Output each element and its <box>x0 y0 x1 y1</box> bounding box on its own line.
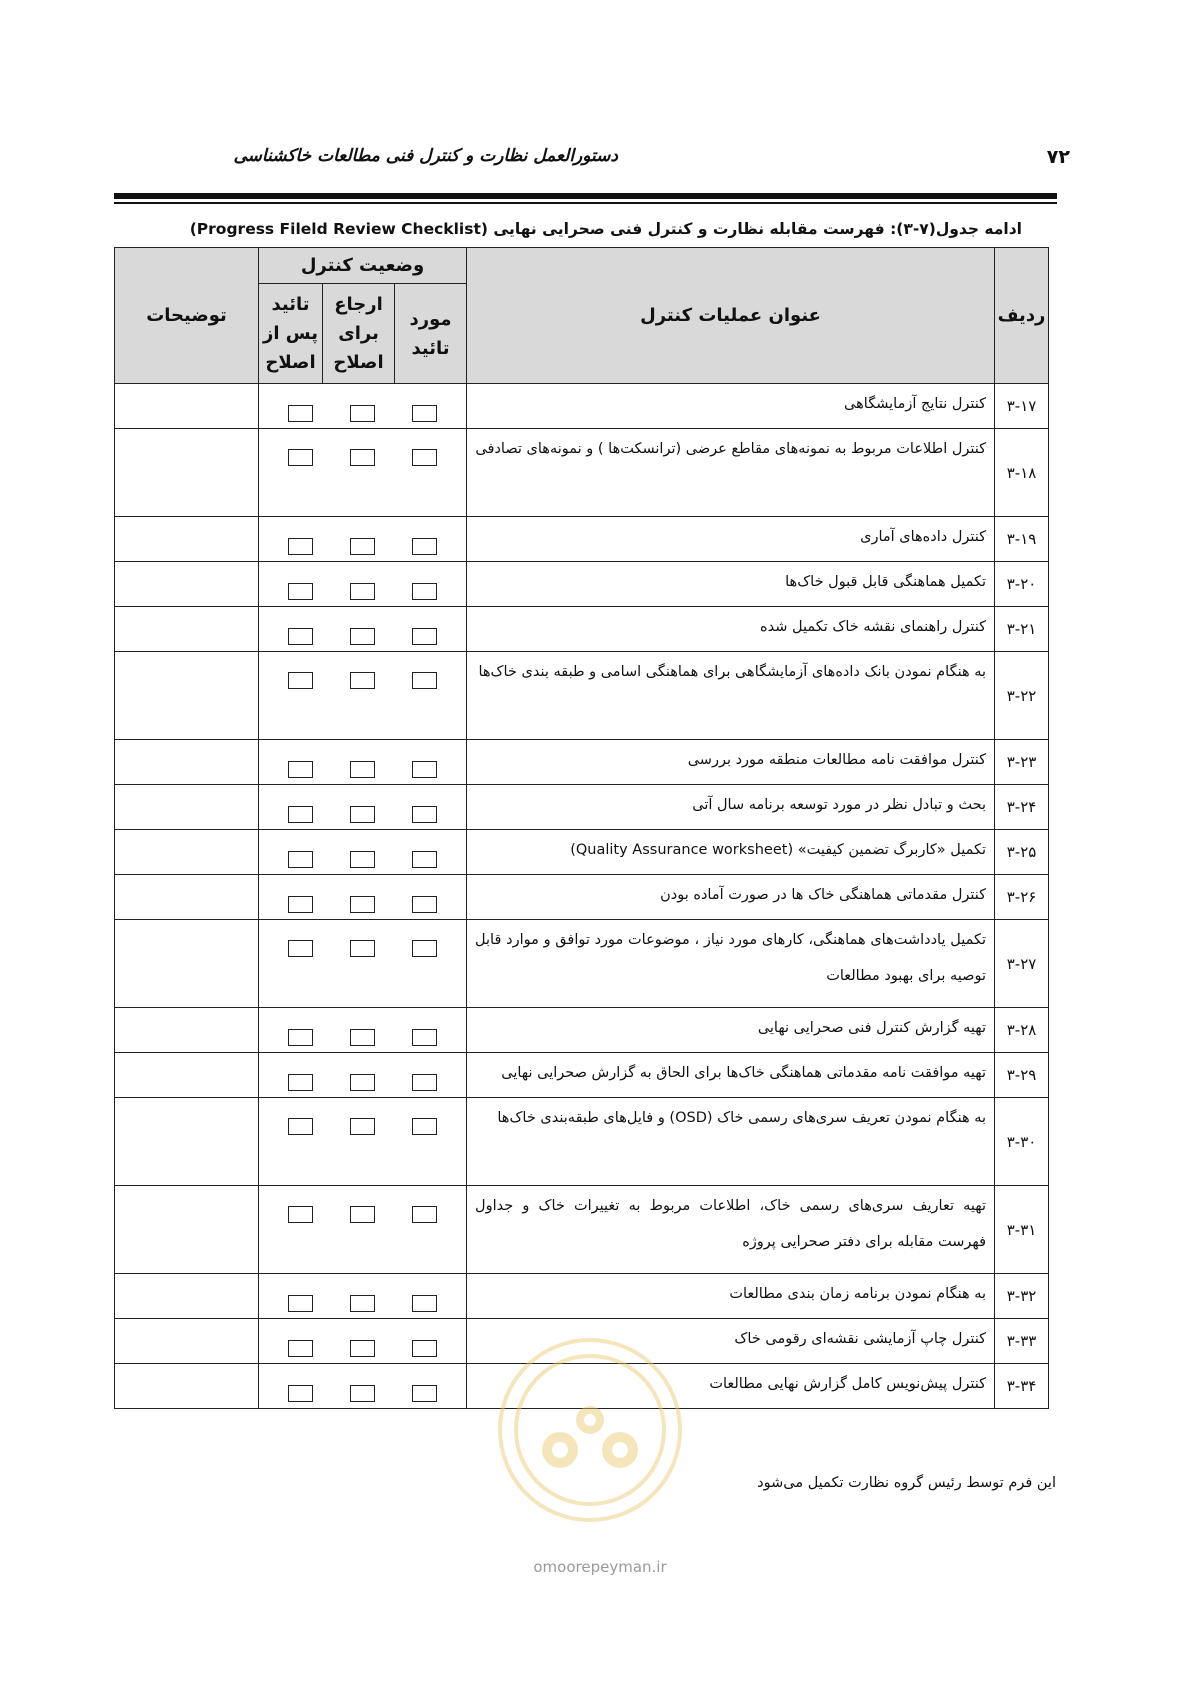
notes-cell[interactable] <box>115 652 259 740</box>
row-number: ۳-۲۳ <box>995 740 1049 785</box>
table-row <box>115 1319 1049 1364</box>
approved-checkbox[interactable] <box>412 851 437 868</box>
approved-checkbox[interactable] <box>412 1074 437 1091</box>
referred-checkbox[interactable] <box>350 449 375 466</box>
row-number: ۳-۱۷ <box>995 384 1049 429</box>
approved-after-checkbox[interactable] <box>288 1340 313 1357</box>
approved-after-checkbox[interactable] <box>288 1118 313 1135</box>
status-cell <box>259 1274 467 1319</box>
status-cell <box>259 517 467 562</box>
approved-checkbox[interactable] <box>412 672 437 689</box>
referred-checkbox[interactable] <box>350 1385 375 1402</box>
referred-checkbox[interactable] <box>350 806 375 823</box>
row-number: ۳-۱۹ <box>995 517 1049 562</box>
row-title: تهیه تعاریف سری‌های رسمی خاک، اطلاعات مربوط به تغییرات خاک و جداول فهرست مقابله برای دفتر صحرایی پروژه <box>467 1186 995 1274</box>
row-title: تکمیل هماهنگی قابل قبول خاک‌ها <box>467 562 995 607</box>
table-row <box>115 1098 1049 1186</box>
status-cell <box>259 875 467 920</box>
row-number: ۳-۲۵ <box>995 830 1049 875</box>
row-title: تهیه موافقت نامه مقدماتی هماهنگی خاک‌ها برای الحاق به گزارش صحرایی نهایی <box>467 1053 995 1098</box>
approved-checkbox[interactable] <box>412 1340 437 1357</box>
status-cell <box>259 652 467 740</box>
referred-checkbox[interactable] <box>350 628 375 645</box>
approved-after-checkbox[interactable] <box>288 1385 313 1402</box>
notes-cell[interactable] <box>115 830 259 875</box>
header-notes: توضیحات <box>115 248 259 384</box>
header-rule-thick <box>114 193 1057 199</box>
running-head-title: دستورالعمل نظارت و کنترل فنی مطالعات خاکشناسی <box>233 146 618 166</box>
referred-checkbox[interactable] <box>350 1118 375 1135</box>
status-cell <box>259 1319 467 1364</box>
row-title: به هنگام نمودن تعریف سری‌های رسمی خاک (OSD) و فایل‌های طبقه‌بندی خاک‌ها <box>467 1098 995 1186</box>
approved-after-checkbox[interactable] <box>288 538 313 555</box>
referred-checkbox[interactable] <box>350 940 375 957</box>
approved-after-checkbox[interactable] <box>288 1295 313 1312</box>
checklist-table <box>114 247 1049 1409</box>
notes-cell[interactable] <box>115 607 259 652</box>
referred-checkbox[interactable] <box>350 672 375 689</box>
referred-checkbox[interactable] <box>350 761 375 778</box>
table-row <box>115 429 1049 517</box>
table-row <box>115 607 1049 652</box>
referred-checkbox[interactable] <box>350 538 375 555</box>
status-cell <box>259 562 467 607</box>
page-number: ۷۲ <box>1046 146 1070 168</box>
header-status-group: وضعیت کنترل <box>259 248 467 284</box>
row-title: کنترل نتایج آزمایشگاهی <box>467 384 995 429</box>
status-cell <box>259 607 467 652</box>
approved-checkbox[interactable] <box>412 1206 437 1223</box>
table-row <box>115 1186 1049 1274</box>
approved-checkbox[interactable] <box>412 1385 437 1402</box>
referred-checkbox[interactable] <box>350 896 375 913</box>
referred-checkbox[interactable] <box>350 1340 375 1357</box>
row-number: ۳-۱۸ <box>995 429 1049 517</box>
notes-cell[interactable] <box>115 1008 259 1053</box>
notes-cell[interactable] <box>115 920 259 1008</box>
approved-checkbox[interactable] <box>412 628 437 645</box>
approved-checkbox[interactable] <box>412 583 437 600</box>
row-number: ۳-۳۰ <box>995 1098 1049 1186</box>
row-number: ۳-۲۶ <box>995 875 1049 920</box>
approved-checkbox[interactable] <box>412 449 437 466</box>
status-cell <box>259 1053 467 1098</box>
referred-checkbox[interactable] <box>350 1206 375 1223</box>
notes-cell[interactable] <box>115 785 259 830</box>
approved-after-checkbox[interactable] <box>288 449 313 466</box>
status-cell <box>259 1364 467 1409</box>
row-number: ۳-۲۹ <box>995 1053 1049 1098</box>
row-title: بحث و تبادل نظر در مورد توسعه برنامه سال آتی <box>467 785 995 830</box>
status-cell <box>259 1186 467 1274</box>
notes-cell[interactable] <box>115 1319 259 1364</box>
approved-after-checkbox[interactable] <box>288 1029 313 1046</box>
approved-after-checkbox[interactable] <box>288 628 313 645</box>
table-row <box>115 1274 1049 1319</box>
approved-after-checkbox[interactable] <box>288 761 313 778</box>
header-approved-after: تائید پس از اصلاح <box>259 284 323 384</box>
notes-cell[interactable] <box>115 429 259 517</box>
status-cell <box>259 429 467 517</box>
table-row <box>115 652 1049 740</box>
row-number: ۳-۲۴ <box>995 785 1049 830</box>
row-number: ۳-۲۲ <box>995 652 1049 740</box>
referred-checkbox[interactable] <box>350 851 375 868</box>
row-title: کنترل مقدماتی هماهنگی خاک ها در صورت آماده بودن <box>467 875 995 920</box>
status-cell <box>259 830 467 875</box>
notes-cell[interactable] <box>115 740 259 785</box>
approved-checkbox[interactable] <box>412 1029 437 1046</box>
row-title: به هنگام نمودن برنامه زمان بندی مطالعات <box>467 1274 995 1319</box>
notes-cell[interactable] <box>115 517 259 562</box>
approved-checkbox[interactable] <box>412 538 437 555</box>
row-number: ۳-۲۷ <box>995 920 1049 1008</box>
table-caption: ادامه جدول(۷-۳): فهرست مقابله نظارت و کنترل فنی صحرایی نهایی (Progress Fileld Review Checklist) <box>189 220 1022 238</box>
row-number: ۳-۲۱ <box>995 607 1049 652</box>
row-number: ۳-۲۰ <box>995 562 1049 607</box>
status-cell <box>259 384 467 429</box>
row-number: ۳-۳۳ <box>995 1319 1049 1364</box>
table-row <box>115 875 1049 920</box>
table-row <box>115 1364 1049 1409</box>
row-title: تکمیل یادداشت‌های هماهنگی، کارهای مورد نیاز ، موضوعات مورد توافق و موارد قابل توصیه برای بهبود مطالعات <box>467 920 995 1008</box>
referred-checkbox[interactable] <box>350 405 375 422</box>
approved-checkbox[interactable] <box>412 940 437 957</box>
referred-checkbox[interactable] <box>350 1295 375 1312</box>
approved-checkbox[interactable] <box>412 806 437 823</box>
approved-after-checkbox[interactable] <box>288 940 313 957</box>
status-cell <box>259 1008 467 1053</box>
row-title: تکمیل «کاربرگ تضمین کیفیت» (Quality Assurance worksheet) <box>467 830 995 875</box>
notes-cell[interactable] <box>115 562 259 607</box>
status-cell <box>259 920 467 1008</box>
status-cell <box>259 785 467 830</box>
approved-after-checkbox[interactable] <box>288 896 313 913</box>
approved-after-checkbox[interactable] <box>288 1206 313 1223</box>
notes-cell[interactable] <box>115 384 259 429</box>
approved-after-checkbox[interactable] <box>288 806 313 823</box>
approved-after-checkbox[interactable] <box>288 405 313 422</box>
row-title: کنترل موافقت نامه مطالعات منطقه مورد بررسی <box>467 740 995 785</box>
row-title: کنترل اطلاعات مربوط به نمونه‌های مقاطع عرضی (ترانسکت‌ها ) و نمونه‌های تصادفی <box>467 429 995 517</box>
status-cell <box>259 1098 467 1186</box>
notes-cell[interactable] <box>115 1364 259 1409</box>
approved-checkbox[interactable] <box>412 405 437 422</box>
table-row <box>115 830 1049 875</box>
notes-cell[interactable] <box>115 1274 259 1319</box>
notes-cell[interactable] <box>115 1098 259 1186</box>
row-title: کنترل پیش‌نویس کامل گزارش نهایی مطالعات <box>467 1364 995 1409</box>
footnote: این فرم توسط رئیس گروه نظارت تکمیل می‌شود <box>757 1475 1056 1491</box>
header-rule-thin <box>114 202 1057 204</box>
table-row <box>115 517 1049 562</box>
header-title: عنوان عملیات کنترل <box>467 248 995 384</box>
table-row <box>115 920 1049 1008</box>
table-row <box>115 1053 1049 1098</box>
notes-cell[interactable] <box>115 1186 259 1274</box>
header-referred: ارجاع برای اصلاح <box>323 284 395 384</box>
table-row <box>115 740 1049 785</box>
row-number: ۳-۲۸ <box>995 1008 1049 1053</box>
row-title: کنترل چاپ آزمایشی نقشه‌ای رقومی خاک <box>467 1319 995 1364</box>
approved-checkbox[interactable] <box>412 896 437 913</box>
table-row <box>115 384 1049 429</box>
watermark-url: omoorepeyman.ir <box>533 1558 667 1576</box>
approved-after-checkbox[interactable] <box>288 583 313 600</box>
table-row <box>115 785 1049 830</box>
row-title: کنترل داده‌های آماری <box>467 517 995 562</box>
notes-cell[interactable] <box>115 1053 259 1098</box>
approved-checkbox[interactable] <box>412 1295 437 1312</box>
row-number: ۳-۳۲ <box>995 1274 1049 1319</box>
referred-checkbox[interactable] <box>350 583 375 600</box>
notes-cell[interactable] <box>115 875 259 920</box>
table-row <box>115 1008 1049 1053</box>
row-title: به هنگام نمودن بانک داده‌های آزمایشگاهی برای هماهنگی اسامی و طبقه بندی خاک‌ها <box>467 652 995 740</box>
row-title: تهیه گزارش کنترل فنی صحرایی نهایی <box>467 1008 995 1053</box>
row-number: ۳-۳۴ <box>995 1364 1049 1409</box>
table-row <box>115 562 1049 607</box>
header-approved: مورد تائید <box>395 284 467 384</box>
approved-checkbox[interactable] <box>412 761 437 778</box>
approved-after-checkbox[interactable] <box>288 1074 313 1091</box>
status-cell <box>259 740 467 785</box>
header-row-no: ردیف <box>995 248 1049 384</box>
row-number: ۳-۳۱ <box>995 1186 1049 1274</box>
approved-after-checkbox[interactable] <box>288 851 313 868</box>
referred-checkbox[interactable] <box>350 1074 375 1091</box>
row-title: کنترل راهنمای نقشه خاک تکمیل شده <box>467 607 995 652</box>
referred-checkbox[interactable] <box>350 1029 375 1046</box>
approved-after-checkbox[interactable] <box>288 672 313 689</box>
approved-checkbox[interactable] <box>412 1118 437 1135</box>
